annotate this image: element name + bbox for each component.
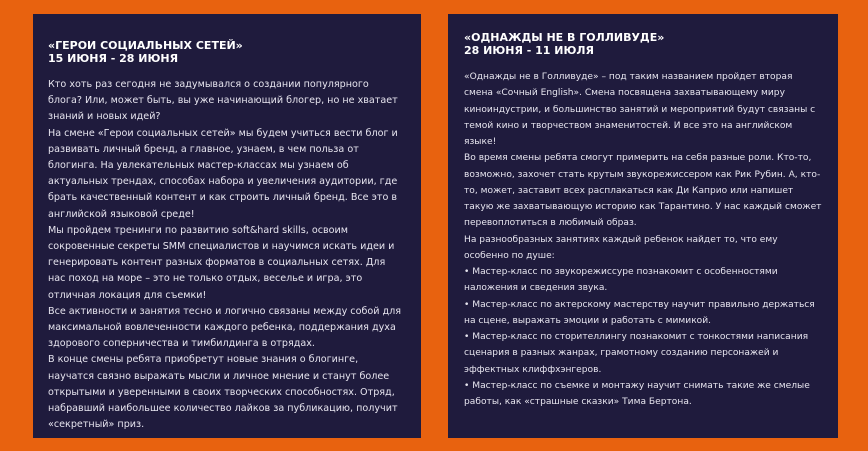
description-paragraph: В конце смены ребята приобретут новые знания о блогинге, научатся связно выражать мысли и личное мнение и станут более открытыми и уверенными в своих творческих способностях. Отряд, набравший наибольшее количество лайков за публикацию, получит «секретный» приз.: [48, 354, 398, 431]
description-paragraph: Все активности и занятия тесно и логично связаны между собой для максимальной вовлеченности каждого ребенка, поддержания духа здорового соперничества и тимбилдинга в отрядах.: [48, 305, 402, 350]
bullet-item: • Мастер-класс по съемке и монтажу научит снимать такие же смелые работы, как «страшные сказки» Тима Бертона.: [464, 380, 810, 407]
card-dates: 15 ИЮНЯ - 28 ИЮНЯ: [48, 52, 179, 65]
description-paragraph: Мы пройдем тренинги по развитию soft&hard skills, освоим сокровенные секреты SMM специалистов и научимся искать идеи и генерировать контент разных форматов в социальных сетях. Для нас поход на море – это не только отдых, веселье и игра, это отличная локация для съемки!: [48, 224, 395, 301]
card-dates: 28 ИЮНЯ - 11 ИЮЛЯ: [464, 44, 595, 57]
description-paragraph: «Однажды не в Голливуде» – под таким названием пройдет вторая смена «Сочный English». Смена посвящена захватывающему миру киноиндустрии, и большинство занятий и мероприятий будут связаны с темой кино и творчеством знаменитостей. И все это на английском языке!: [464, 72, 816, 147]
bullet-item: • Мастер-класс по актерскому мастерству научит правильно держаться на сцене, выражать эмоции и работать с мимикой.: [464, 299, 815, 326]
card-description: [48, 77, 405, 433]
card-title: «ОДНАЖДЫ НЕ В ГОЛЛИВУДЕ»: [464, 31, 665, 44]
camp-card-not-in-hollywood: [448, 14, 838, 438]
camp-card-social-heroes: [33, 14, 421, 438]
description-paragraph: Кто хоть раз сегодня не задумывался о создании популярного блога? Или, может быть, вы уже начинающий блогер, но не хватает знаний и новых идей?: [48, 79, 398, 123]
bullet-item: • Мастер-класс по звукорежиссуре познакомит с особенностями наложения и сведения звука.: [464, 267, 778, 294]
description-paragraph: На смене «Герои социальных сетей» мы будем учиться вести блог и развивать личный бренд, а главное, узнаем, в чем польза от блогинга. На увлекательных мастер-классах мы узнаем об актуальных трендах, способах набора и увеличения аудитории, где брать качественный контент и как строить личный бренд. Все это в английской языковой среде!: [48, 127, 398, 220]
card-title: «ГЕРОИ СОЦИАЛЬНЫХ СЕТЕЙ»: [48, 39, 243, 52]
description-paragraph: На разнообразных занятиях каждый ребенок найдет то, что ему особенно по душе:: [464, 234, 778, 261]
card-description: [464, 69, 822, 410]
bullet-item: • Мастер-класс по сторителлингу познакомит с тонкостями написания сценария в разных жанрах, грамотному созданию персонажей и эффектных клиффхэнгеров.: [464, 332, 809, 375]
description-paragraph: Во время смены ребята смогут примерить на себя разные роли. Кто-то, возможно, захочет стать крутым звукорежиссером как Рик Рубин. А, кто-то, может, заставит всех расплакаться как Ди Каприо или напишет такую же захватывающую историю как Тарантино. У нас каждый сможет перевоплотиться в любимый образ.: [464, 153, 822, 229]
